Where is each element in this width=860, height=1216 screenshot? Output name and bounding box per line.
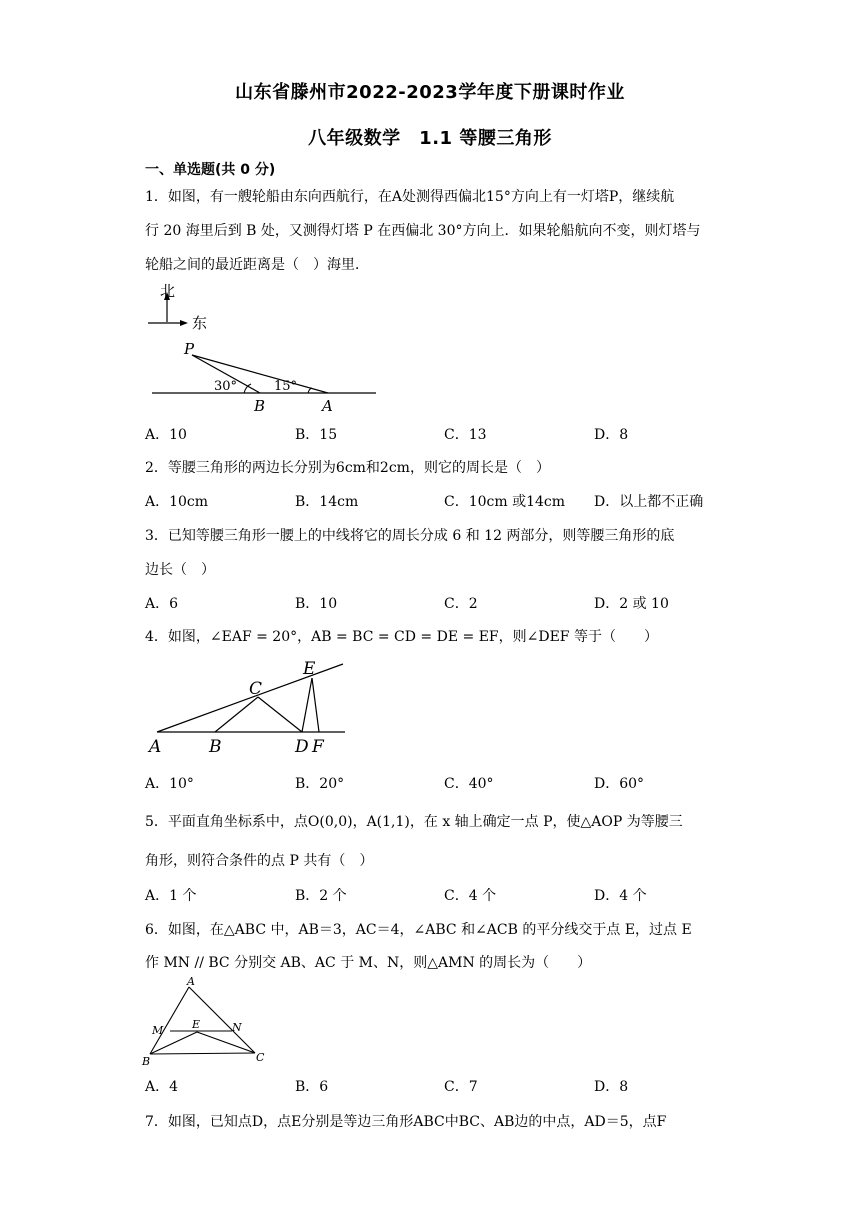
option-a: A．6	[145, 596, 179, 612]
point-a-label: A	[322, 397, 333, 415]
option-d: D．60°	[594, 776, 645, 792]
question-text-line: 轮船之间的最近距离是（ ）海里．	[145, 257, 369, 273]
point-c-label: C	[249, 679, 263, 699]
north-label: 北	[160, 282, 176, 300]
worksheet-subtitle: 八年级数学 1.1 等腰三角形	[308, 128, 552, 149]
option-c: C．13	[444, 427, 487, 443]
question-text-line: 6．如图，在△ABC 中，AB＝3，AC＝4，∠ABC 和∠ACB 的平分线交于点 E，过点 E	[145, 922, 692, 938]
question-text-line: 作 MN // BC 分别交 AB、AC 于 M、N，则△AMN 的周长为（ ）	[145, 955, 592, 971]
option-b: B．15	[295, 427, 338, 443]
option-b: B．6	[295, 1079, 329, 1095]
question-text-line: 7．如图，已知点D，点E分别是等边三角形ABC中BC、AB边的中点，AD＝5，点F	[145, 1114, 667, 1130]
point-n-label: N	[232, 1021, 242, 1034]
question-text-line: 角形，则符合条件的点 P 共有（ ）	[145, 853, 374, 869]
point-e-label: E	[303, 659, 316, 679]
option-c: C．10cm 或14cm	[444, 494, 566, 510]
question-text-line: 2．等腰三角形的两边长分别为6cm和2cm，则它的周长是（ ）	[145, 460, 550, 476]
triangle-abc-figure	[140, 973, 275, 1068]
question-text-line: 1．如图，有一艘轮船由东向西航行，在A处测得西偏北15°方向上有一灯塔P，继续航	[145, 189, 675, 205]
point-b-label: B	[254, 397, 266, 415]
question-text-line: 边长（ ）	[145, 562, 215, 578]
option-b: B．2 个	[295, 888, 347, 904]
option-b: B．14cm	[295, 494, 359, 510]
point-a-label: A	[149, 737, 162, 756]
option-a: A．1 个	[145, 888, 197, 904]
lighthouse-figure	[140, 280, 390, 415]
question-text-line: 3．已知等腰三角形一腰上的中线将它的周长分成 6 和 12 两部分，则等腰三角形的底	[145, 528, 675, 544]
option-c: C．2	[444, 596, 478, 612]
angle-15-label: 15°	[274, 379, 298, 394]
east-label: 东	[192, 314, 208, 332]
question-text-line: 4．如图，∠EAF = 20°，AB = BC = CD = DE = EF，则∠DEF 等于（ ）	[145, 629, 658, 645]
question-text-line: 5．平面直角坐标系中，点O(0,0)，A(1,1)，在 x 轴上确定一点 P，使△AOP 为等腰三	[145, 814, 683, 830]
option-a: A．10°	[145, 776, 194, 792]
option-b: B．10	[295, 596, 338, 612]
point-a-label: A	[187, 975, 195, 988]
option-d: D．以上都不正确	[594, 494, 704, 510]
point-f-label: F	[312, 737, 324, 756]
point-e-label: E	[192, 1018, 201, 1031]
option-a: A．10cm	[145, 494, 209, 510]
option-d: D．2 或 10	[594, 596, 669, 612]
option-c: C．7	[444, 1079, 478, 1095]
point-m-label: M	[152, 1024, 164, 1037]
option-d: D．8	[594, 427, 629, 443]
angle-30-label: 30°	[214, 379, 238, 394]
option-a: A．4	[145, 1079, 179, 1095]
section-heading: 一、单选题(共 0 分)	[145, 162, 276, 178]
point-p-label: P	[184, 340, 195, 358]
option-c: C．4 个	[444, 888, 497, 904]
point-b-label: B	[142, 1055, 151, 1068]
point-c-label: C	[256, 1051, 265, 1064]
option-a: A．10	[145, 427, 187, 443]
point-b-label: B	[209, 737, 222, 756]
option-d: D．8	[594, 1079, 629, 1095]
option-c: C．40°	[444, 776, 494, 792]
angle-chain-figure	[145, 652, 355, 756]
worksheet-title: 山东省滕州市2022-2023学年度下册课时作业	[235, 82, 625, 103]
option-d: D．4 个	[594, 888, 647, 904]
point-d-label: D	[295, 737, 309, 756]
question-text-line: 行 20 海里后到 B 处，又测得灯塔 P 在西偏北 30°方向上．如果轮船航向不变，则灯塔与	[145, 223, 701, 239]
option-b: B．20°	[295, 776, 345, 792]
